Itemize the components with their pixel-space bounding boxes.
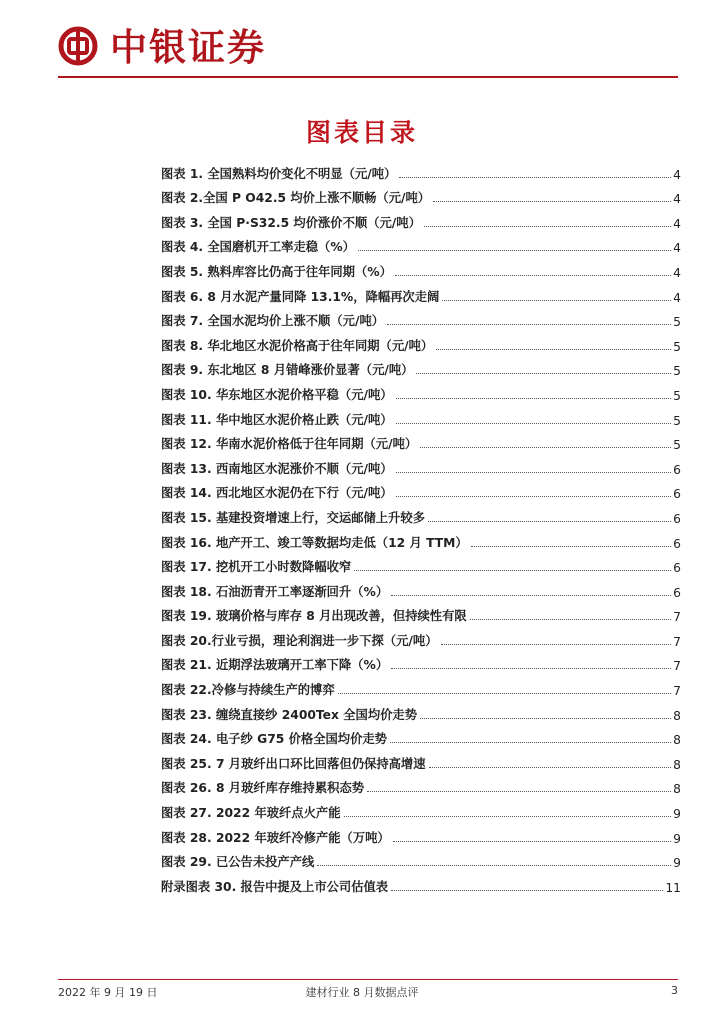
toc-entry-page: 9 [673,831,681,846]
toc-entry-page: 7 [673,684,681,699]
toc-dot-leader [420,447,671,448]
toc-entry-page: 4 [673,265,681,280]
table-of-figures [161,157,681,895]
header-divider [58,76,678,78]
toc-dot-leader [396,398,672,399]
footer-page-number: 3 [671,984,678,997]
toc-entry[interactable] [161,428,681,453]
toc-entry-label: 图表 28. 2022 年玻纤冷修产能（万吨） [161,830,390,845]
toc-dot-leader [429,767,672,768]
toc-entry[interactable] [161,378,681,403]
toc-entry-page: 8 [673,757,681,772]
toc-dot-leader [391,595,671,596]
toc-dot-leader [367,791,671,792]
toc-entry[interactable] [161,182,681,207]
toc-dot-leader [396,423,672,424]
toc-dot-leader [358,250,671,251]
toc-entry-page: 8 [673,708,681,723]
toc-entry-label: 图表 17. 挖机开工小时数降幅收窄 [161,560,352,575]
footer-date: 2022 年 9 月 19 日 [58,986,158,999]
toc-dot-leader [442,300,671,301]
toc-entry-label: 图表 9. 东北地区 8 月错峰涨价显著（元/吨） [161,363,414,378]
toc-entry-page: 7 [673,610,681,625]
toc-entry-page: 9 [673,807,681,822]
toc-entry-page: 5 [673,388,681,403]
brand-name: 中银证券 [110,25,266,69]
toc-entry[interactable] [161,551,681,576]
page-header [58,22,678,74]
toc-entry[interactable] [161,329,681,354]
toc-entry-label: 图表 11. 华中地区水泥价格止跌（元/吨） [161,412,393,427]
toc-entry-label: 图表 13. 西南地区水泥涨价不顺（元/吨） [161,461,393,476]
toc-entry[interactable] [161,723,681,748]
toc-entry-label: 图表 23. 缠绕直接纱 2400Tex 全国均价走势 [161,707,418,722]
toc-dot-leader [317,865,671,866]
toc-entry[interactable] [161,403,681,428]
toc-entry-label: 图表 24. 电子纱 G75 价格全国均价走势 [161,732,387,747]
toc-dot-leader [395,275,671,276]
toc-dot-leader [396,472,672,473]
toc-dot-leader [391,668,671,669]
toc-entry-label: 图表 5. 熟料库容比仍高于往年同期（%） [161,264,392,279]
toc-entry[interactable] [161,575,681,600]
toc-entry[interactable] [161,501,681,526]
toc-entry-page: 8 [673,782,681,797]
toc-entry-page: 6 [673,511,681,526]
toc-entry-label: 图表 26. 8 月玻纤库存维持累积态势 [161,781,365,796]
toc-entry-page: 7 [673,659,681,674]
toc-entry-label: 图表 15. 基建投资增速上行，交运邮储上升较多 [161,510,425,525]
toc-entry[interactable] [161,846,681,871]
toc-dot-leader [416,373,671,374]
toc-dot-leader [471,546,672,547]
toc-entry-page: 11 [665,880,681,895]
toc-entry-label: 图表 7. 全国水泥均价上涨不顺（元/吨） [161,314,385,329]
toc-entry-page: 6 [673,487,681,502]
toc-entry[interactable] [161,772,681,797]
toc-entry-page: 6 [673,561,681,576]
toc-entry-page: 4 [673,290,681,305]
toc-entry-label: 图表 18. 石油沥青开工率逐渐回升（%） [161,584,389,599]
toc-entry-label: 图表 6. 8 月水泥产量同降 13.1%，降幅再次走阔 [161,289,440,304]
toc-dot-leader [393,841,671,842]
toc-entry[interactable] [161,255,681,280]
toc-entry-page: 8 [673,733,681,748]
toc-entry[interactable] [161,747,681,772]
toc-entry-label: 图表 19. 玻璃价格与库存 8 月出现改善，但持续性有限 [161,609,467,624]
toc-entry-label: 图表 3. 全国 P·S32.5 均价涨价不顺（元/吨） [161,215,421,230]
toc-entry[interactable] [161,870,681,895]
toc-entry-label: 图表 29. 已公告未投产产线 [161,855,315,870]
toc-dot-leader [424,226,671,227]
toc-entry[interactable] [161,649,681,674]
toc-entry-page: 7 [673,634,681,649]
toc-entry-page: 6 [673,585,681,600]
toc-entry-page: 4 [673,241,681,256]
toc-entry-page: 5 [673,315,681,330]
toc-dot-leader [354,570,671,571]
toc-entry[interactable] [161,157,681,182]
toc-entry-page: 4 [673,167,681,182]
toc-dot-leader [338,693,672,694]
toc-dot-leader [390,742,671,743]
toc-entry[interactable] [161,206,681,231]
toc-dot-leader [387,324,671,325]
toc-entry[interactable] [161,231,681,256]
toc-entry-label: 图表 10. 华东地区水泥价格平稳（元/吨） [161,387,393,402]
toc-entry[interactable] [161,796,681,821]
toc-entry[interactable] [161,477,681,502]
toc-entry[interactable] [161,624,681,649]
boc-logo-icon [58,26,98,66]
toc-dot-leader [391,890,663,891]
toc-entry[interactable] [161,821,681,846]
footer-report-title: 建材行业 8 月数据点评 [305,986,419,999]
toc-entry-label: 图表 21. 近期浮法玻璃开工率下降（%） [161,658,389,673]
toc-entry-label: 图表 12. 华南水泥价格低于往年同期（元/吨） [161,437,418,452]
toc-entry-label: 图表 2.全国 P O42.5 均价上涨不顺畅（元/吨） [161,191,431,206]
toc-entry-page: 9 [673,856,681,871]
toc-entry[interactable] [161,280,681,305]
toc-entry[interactable] [161,673,681,698]
toc-dot-leader [420,718,671,719]
toc-entry-label: 图表 25. 7 月玻纤出口环比回落但仍保持高增速 [161,756,426,771]
toc-entry-page: 5 [673,339,681,354]
toc-entry-page: 5 [673,413,681,428]
toc-entry-label: 图表 14. 西北地区水泥仍在下行（元/吨） [161,486,393,501]
toc-entry-page: 4 [673,216,681,231]
toc-dot-leader [396,496,672,497]
toc-entry-label: 图表 1. 全国熟料均价变化不明显（元/吨） [161,166,397,181]
toc-dot-leader [441,644,672,645]
toc-entry-page: 6 [673,536,681,551]
toc-entry-label: 图表 22.冷修与持续生产的博弈 [161,683,335,698]
toc-dot-leader [399,177,671,178]
toc-dot-leader [470,619,671,620]
toc-entry[interactable] [161,452,681,477]
toc-dot-leader [428,521,671,522]
toc-entry[interactable] [161,354,681,379]
toc-dot-leader [433,201,671,202]
toc-entry-label: 图表 4. 全国磨机开工率走稳（%） [161,240,355,255]
toc-entry-label: 图表 16. 地产开工、竣工等数据均走低（12 月 TTM） [161,535,468,550]
toc-entry-label: 图表 8. 华北地区水泥价格高于往年同期（元/吨） [161,338,434,353]
footer-divider [58,979,678,980]
toc-entry[interactable] [161,698,681,723]
toc-entry-label: 附录图表 30. 报告中提及上市公司估值表 [161,879,389,894]
toc-entry[interactable] [161,305,681,330]
toc-title: 图表目录 [305,118,418,147]
toc-entry[interactable] [161,600,681,625]
toc-entry-page: 5 [673,438,681,453]
toc-entry-page: 4 [673,192,681,207]
toc-entry-label: 图表 27. 2022 年玻纤点火产能 [161,806,341,821]
toc-entry-label: 图表 20.行业亏损，理论利润进一步下探（元/吨） [161,633,438,648]
toc-dot-leader [344,816,672,817]
toc-entry[interactable] [161,526,681,551]
toc-entry-page: 6 [673,462,681,477]
toc-entry-page: 5 [673,364,681,379]
toc-dot-leader [436,349,671,350]
